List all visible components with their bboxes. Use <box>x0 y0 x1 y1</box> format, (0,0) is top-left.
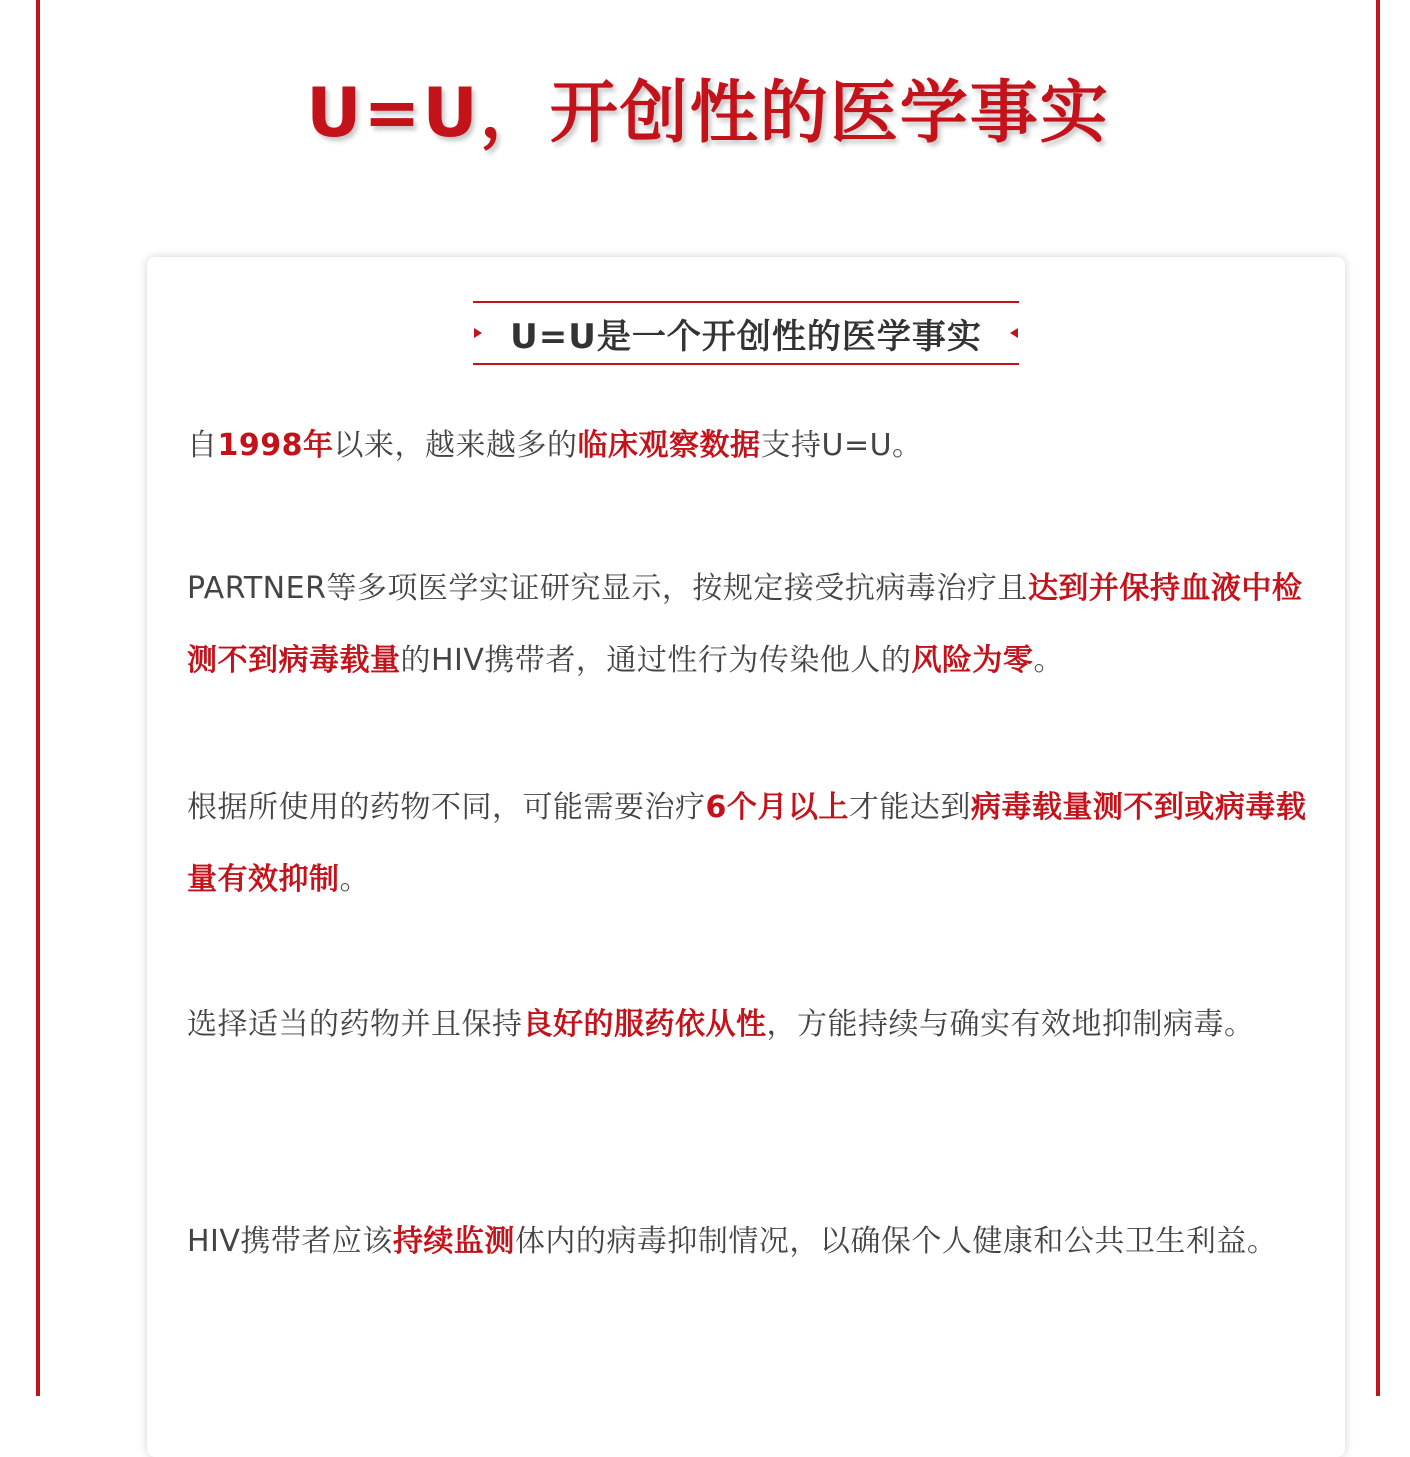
text-segment: 选择适当的药物并且保持 <box>187 1007 523 1042</box>
text-segment: HIV携带者应该 <box>187 1224 393 1259</box>
text-segment: 体内的病毒抑制情况，以确保个人健康和公共卫生利益。 <box>514 1224 1278 1259</box>
section-title: U=U是一个开创性的医学事实 <box>510 316 982 357</box>
text-segment: 支持U=U。 <box>760 428 923 463</box>
text-segment: 的HIV携带者，通过性行为传染他人的 <box>400 643 912 678</box>
text-segment: 以来，越来越多的 <box>333 428 578 463</box>
page-frame <box>36 0 1380 1396</box>
highlight-segment: 6个月以上 <box>705 790 849 825</box>
page-title: U=U，开创性的医学事实 <box>306 74 1110 153</box>
triangle-left-icon <box>1010 328 1018 338</box>
paragraph-2 <box>187 553 1307 697</box>
paragraph-3 <box>187 772 1307 916</box>
highlight-segment: 1998年 <box>217 428 334 463</box>
text-segment: 。 <box>339 862 370 897</box>
paragraph-4 <box>187 989 1307 1061</box>
highlight-segment: 临床观察数据 <box>577 428 761 463</box>
highlight-segment: 持续监测 <box>392 1224 515 1259</box>
text-segment: 自 <box>187 428 218 463</box>
text-segment: 根据所使用的药物不同，可能需要治疗 <box>187 790 706 825</box>
section-header <box>473 301 1019 365</box>
text-segment: ，方能持续与确实有效地抑制病毒。 <box>766 1007 1255 1042</box>
highlight-segment: 病毒载量测不到或病毒载量有效抑制 <box>187 790 1307 897</box>
content-card <box>147 257 1345 1457</box>
highlight-segment: 良好的服药依从性 <box>522 1007 767 1042</box>
paragraph-1 <box>187 410 1307 482</box>
highlight-segment: 风险为零 <box>911 643 1034 678</box>
text-segment: 。 <box>1033 643 1064 678</box>
paragraph-5 <box>187 1206 1307 1278</box>
triangle-right-icon <box>474 328 482 338</box>
highlight-segment: 达到并保持血液中检测不到病毒载量 <box>187 571 1303 678</box>
text-segment: 才能达到 <box>848 790 971 825</box>
text-segment: PARTNER等多项医学实证研究显示，按规定接受抗病毒治疗且 <box>187 571 1028 606</box>
